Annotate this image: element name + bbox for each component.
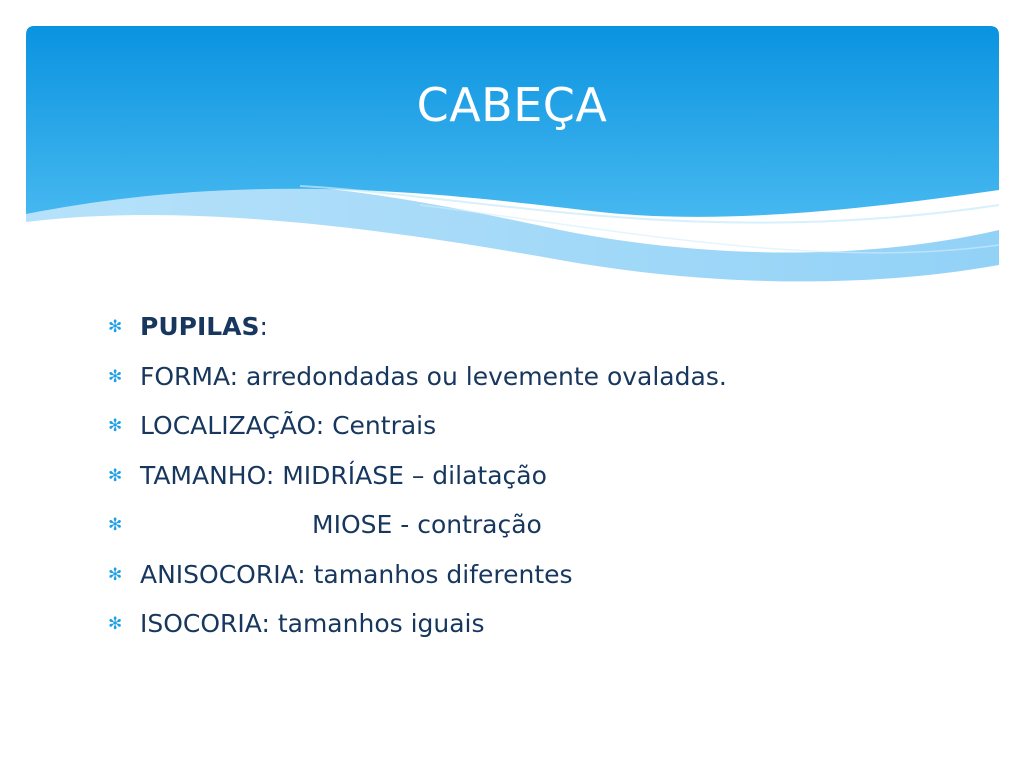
- asterisk-bullet-icon: ✻: [108, 317, 123, 337]
- asterisk-bullet-icon: ✻: [108, 515, 123, 535]
- bullet-text: ISOCORIA: tamanhos iguais: [140, 609, 485, 638]
- bullet-indented-text: MIOSE - contração: [312, 510, 542, 539]
- asterisk-bullet-icon: ✻: [108, 564, 123, 585]
- asterisk-bullet-icon: ✻: [108, 614, 123, 634]
- bullet-text: ANISOCORIA: tamanhos diferentes: [140, 559, 573, 589]
- asterisk-bullet-icon: ✻: [108, 366, 123, 387]
- header-wave-background: [0, 0, 1024, 300]
- asterisk-bullet-icon: ✻: [108, 465, 123, 486]
- bullet-text: [140, 305, 268, 349]
- bullet-item-pupilas: [108, 305, 988, 355]
- bullet-item-tamanho: [108, 454, 988, 504]
- bullet-text: TAMANHO: MIDRÍASE – dilatação: [140, 460, 547, 490]
- asterisk-bullet-icon: ✻: [108, 416, 123, 436]
- slide-title: CABEÇA: [416, 78, 608, 132]
- bullet-bold-label: PUPILAS: [140, 312, 260, 341]
- bullet-suffix: :: [259, 312, 268, 341]
- bullet-item-isocoria: [108, 602, 988, 652]
- bullet-item-forma: [108, 355, 988, 405]
- bullet-text: [140, 503, 542, 547]
- bullet-item-miose: [108, 503, 988, 553]
- bullet-item-anisocoria: [108, 553, 988, 603]
- bullet-list: [108, 305, 988, 652]
- bullet-item-localizacao: [108, 404, 988, 454]
- bullet-text: FORMA: arredondadas ou levemente ovaladas.: [140, 361, 727, 391]
- bullet-text: LOCALIZAÇÃO: Centrais: [140, 411, 437, 440]
